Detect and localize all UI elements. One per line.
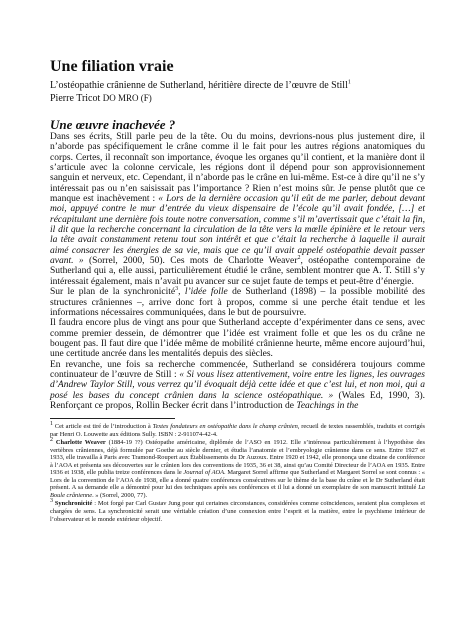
book-title: Teachings in the — [296, 400, 359, 411]
paragraph-4 — [50, 360, 425, 412]
footnote-separator — [50, 418, 175, 419]
paragraph-1 — [50, 132, 425, 287]
footnote-2-end: . » (Sorrel, 2000, 77). — [92, 491, 148, 499]
paragraph-1-citation: (Sorrel, 2000, 50). Ces mots de Charlotte Weaver — [83, 256, 298, 267]
paragraph-2 — [50, 287, 425, 318]
article-body — [50, 132, 425, 411]
idee-folle: l’idée folle — [184, 287, 228, 298]
subtitle-text: L’ostéopathie crânienne de Sutherland, héritière directe de l’œuvre de Still — [50, 80, 348, 91]
section-heading: Une œuvre inachevée ? — [50, 117, 176, 132]
footnote-3-number: 3 — [50, 498, 53, 505]
footnote-2-journal: Journal of AOA — [183, 469, 225, 477]
paragraph-2-start: Sur le plan de la synchronicité — [50, 287, 176, 298]
footnote-3 — [50, 500, 425, 523]
footnote-1 — [50, 420, 426, 438]
footnote-2-name: Charlotte Weaver — [53, 439, 106, 447]
footnote-2-mid: . Margaret Sorrel affirme que Sutherland et Margaret Sorrel se sont connus : « Lors de la convention de l’AOA de 1938, elle a donné quatre conférences consécutives sur le thème de la base du crâne et le Dr Sutherland était présent. A sa demande elle a démontré pour lui des techniques après ses conférences et il lui a donné un exemplaire de son manuscrit intitulé — [50, 469, 425, 492]
author-credentials: DO MRO (F) — [102, 93, 152, 103]
footnote-1-end: , recueil de textes rassemblés, traduits et corrigés par Henri O. Louwette aux éditions Sully. ISBN : 2-911074-42-4. — [50, 423, 426, 438]
footnote-3-name: Synchronicité — [53, 500, 93, 508]
footnote-1-text: Cet article est tiré de l’introduction à — [53, 423, 153, 430]
paragraph-4-start: En revanche, une fois sa recherche commencée, Sutherland se considérera toujours comme continuateur de l’œuvre de Still : — [50, 359, 425, 380]
weaver-quote: « Lors de la dernière occasion qu’il eût de me parler, debout devant moi, appuyé contre le mur d’entrée du vieux dispensaire de l’école qu’il avait fondée, […] et récapitulant une dernière fois toute notre conversation, comme s’il m’avertissait que c’était la fin, il dit que la recherche concernant la circulation de la tête vers la mœlle épinière et le retour vers la tête avait constamment retenu tout son intérêt et que c’était la recherche à laquelle il aurait aimé consacrer les énergies de sa vie, mais que ce qu’il avait appelé ostéopathie devait passer avant. » — [50, 194, 425, 267]
paragraph-1-text: Dans ses écrits, Still parle peu de la tête. Ou du moins, devrions-nous plus justement dire, il n’aborde pas spécifiquement le crâne comme il le fait pour les autres régions anatomiques du corps. Certes, il reconnaît son importance, évoque les organes qu’il contient, et la manière dont il s’articule avec la colonne cervicale, les régions dont il dépend pour son approvisionnement sanguin et nerveux, etc. Cependant, il n’aborde pas le crâne en lui-même. Est-ce à dire qu’il ne s’y intéressait pas ou n’en saisissait pas l’importance ? Rien n’est moins sûr. Je pense plutôt que ce manque est inachèvement : — [50, 132, 425, 205]
article-title: Une filiation vraie — [50, 58, 174, 75]
sutherland-quote: « Si vous lisez attentivement, voire entre les lignes, les ouvrages d’Andrew Taylor Still, vous verrez qu’il évoquait déjà cette idée et que c’est lui, et non moi, qui a posé les bases du concept crânien dans la science ostéopathique. » — [50, 369, 425, 401]
footnote-1-book: Textes fondateurs en ostéopathie dans le champ crânien — [152, 423, 298, 430]
footnote-2-manuscript: La Boule crânienne — [50, 484, 425, 499]
paragraph-2-end: de Sutherland (1898) – la possible mobilité des structures crâniennes –, arrive donc fort à propos, comme si une perche était tendue et les informations nécessaires communiquées, dans le but de poursuivre. — [50, 287, 425, 318]
footnote-2-number: 2 — [50, 436, 53, 443]
author-name: Pierre Tricot — [50, 93, 101, 104]
paragraph-3: Il faudra encore plus de vingt ans pour que Sutherland accepte d’expérimenter dans ce sens, avec comme premier dessein, de démontrer que l’idée est vraiment folle et que les os du crâne ne bougent pas. Il faut dire que l’idée même de mobilité crânienne heurte, même encore aujourd’hui, une certitude ancrée dans les mentalités depuis des siècles. — [50, 318, 425, 360]
footnote-2-text: (1884-19 ??) Ostéopathe américaine, diplômée de l’ASO en 1912. Elle s’intéressa particulièrement à l’hypothèse des vertèbres crâniennes, déjà formulée par Goethe au siècle dernier, et étudia l’anatomie et l’embryologie crânienne dans ce sens. Entre 1927 et 1933, elle travailla à Paris avec Tramond-Roupert aux Établissements du Dr Auzoux. Entre 1920 et 1942, elle prononça une dizaine de conférence à l’AOA et présenta ses découvertes sur le crânien lors des conventions de 1935, 36 et 38, ainsi qu’au Comité Directeur de l’AOA en 1935. Entre 1936 et 1938, elle publia treize conférences dans le — [50, 439, 425, 477]
footnote-ref-3[interactable]: 3 — [175, 286, 179, 292]
footnote-3-text: : Mot forgé par Carl Gustav Jung pour qui certaines circonstances, considérées comme coïncidences, seraient plus complexes et chargées de sens. La synchronicité serait une véritable création d’une connexion entre l’esprit et la matière, entre le psychisme intérieur de l’observateur et le monde extérieur objectif. — [50, 500, 426, 523]
footnote-ref-1[interactable]: 1 — [347, 79, 351, 86]
footnote-1-number: 1 — [50, 420, 53, 427]
paragraph-4-mid: (Wales Ed, 1990, 3). Renforçant ce propos, Rollin Becker écrit dans l’introduction de — [50, 390, 425, 411]
author-line — [50, 92, 152, 105]
footnote-2 — [50, 436, 425, 499]
article-subtitle — [50, 80, 420, 92]
paragraph-1-end: , ostéopathe contemporaine de Sutherland qui a, elle aussi, particulièrement étudié le crâne, semblent montrer que A. T. Still s’y intéressait également, mais n’avait pu avancer sur ce sujet faute de temps et peut-être d’énergie. — [50, 256, 426, 287]
footnote-ref-2[interactable]: 2 — [297, 254, 301, 261]
paragraph-2-comma: , — [178, 287, 185, 298]
footnotes — [50, 420, 426, 524]
